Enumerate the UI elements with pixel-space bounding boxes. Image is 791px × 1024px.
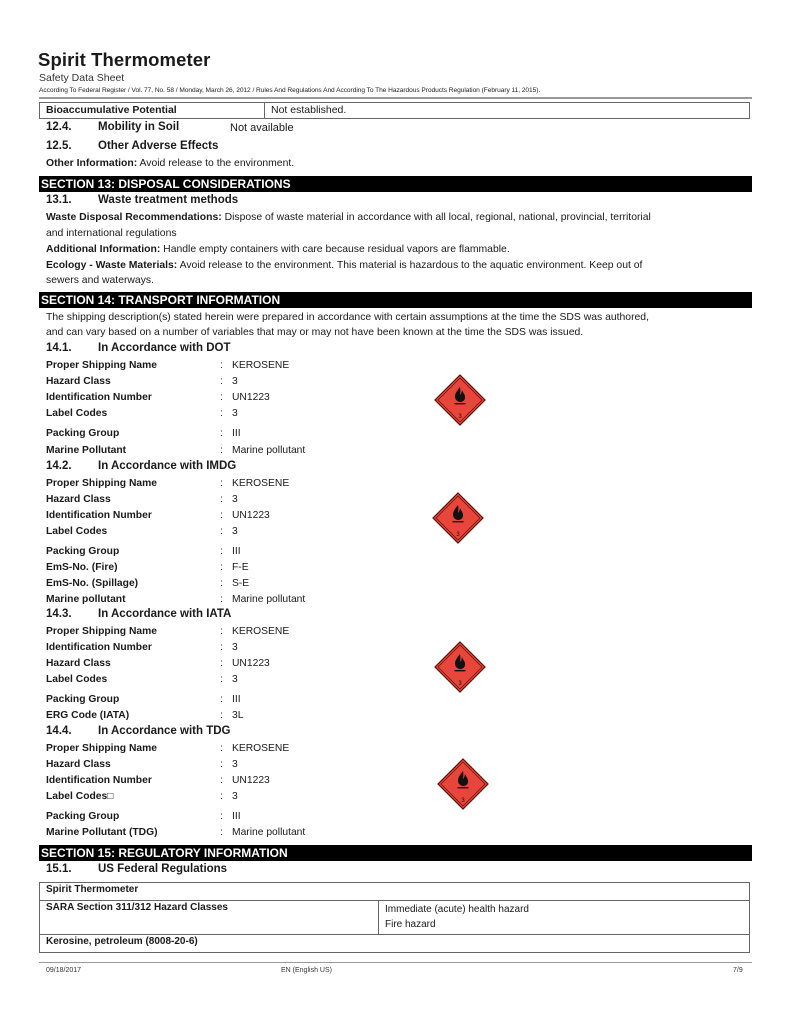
kv-separator: : xyxy=(220,827,223,838)
kv-separator: : xyxy=(220,710,223,721)
kv-row xyxy=(46,578,396,594)
kv-value: UN1223 xyxy=(232,658,270,669)
kv-row xyxy=(46,694,396,710)
kv-row xyxy=(46,478,396,494)
kv-row xyxy=(46,827,396,843)
kv-row xyxy=(46,526,396,546)
subsection-title: In Accordance with TDG xyxy=(98,725,231,737)
kv-separator: : xyxy=(220,626,223,637)
kv-separator: : xyxy=(220,546,223,557)
kv-separator: : xyxy=(220,694,223,705)
subsection-number: 15.1. xyxy=(46,863,72,875)
kv-separator: : xyxy=(220,791,223,802)
subsection-number: 12.4. xyxy=(46,121,72,133)
kv-value: III xyxy=(232,546,241,557)
mobility-value: Not available xyxy=(230,122,294,134)
kv-row xyxy=(46,392,396,408)
kv-separator: : xyxy=(220,759,223,770)
other-information-value: Avoid release to the environment. xyxy=(137,158,295,169)
kv-key: Label Codes xyxy=(46,408,108,419)
kv-key: EmS-No. (Spillage) xyxy=(46,578,139,589)
bioaccumulative-value: Not established. xyxy=(264,103,749,118)
flammable-diamond-icon xyxy=(434,641,486,693)
kv-key: Packing Group xyxy=(46,428,120,439)
section-15-header: SECTION 15: REGULATORY INFORMATION xyxy=(39,845,752,861)
kv-separator: : xyxy=(220,360,223,371)
kv-value: UN1223 xyxy=(232,510,270,521)
kv-value: UN1223 xyxy=(232,775,270,786)
kv-row xyxy=(46,775,396,791)
kv-key: Hazard Class xyxy=(46,658,111,669)
kv-key: Hazard Class xyxy=(46,759,111,770)
kv-separator: : xyxy=(220,428,223,439)
kv-key: Hazard Class xyxy=(46,494,111,505)
header-divider xyxy=(39,97,752,99)
kv-separator: : xyxy=(220,743,223,754)
svg-text:3: 3 xyxy=(458,414,462,420)
subsection-title: Mobility in Soil xyxy=(98,121,180,133)
kv-key: Packing Group xyxy=(46,694,120,705)
kv-key: Marine Pollutant xyxy=(46,445,127,456)
footer-language: EN (English US) xyxy=(281,967,332,974)
kv-row xyxy=(46,408,396,428)
kv-key: Label Codes xyxy=(46,526,108,537)
kv-separator: : xyxy=(220,658,223,669)
kv-row xyxy=(46,791,396,811)
kv-separator: : xyxy=(220,478,223,489)
product-name-cell: Spirit Thermometer xyxy=(46,884,139,895)
subsection-title: In Accordance with DOT xyxy=(98,342,231,354)
kv-value: KEROSENE xyxy=(232,478,290,489)
table-row xyxy=(40,883,749,900)
waste-disposal-value-cont: and international regulations xyxy=(46,228,177,239)
kv-separator: : xyxy=(220,408,223,419)
kv-value: S-E xyxy=(232,578,250,589)
kv-separator: : xyxy=(220,594,223,605)
kv-separator: : xyxy=(220,526,223,537)
iata-transport-table xyxy=(46,626,396,726)
kv-key: Proper Shipping Name xyxy=(46,360,157,371)
sara-values-cell xyxy=(378,901,749,934)
kv-separator: : xyxy=(220,578,223,589)
kv-separator: : xyxy=(220,376,223,387)
kv-row xyxy=(46,510,396,526)
document-title: Spirit Thermometer xyxy=(38,49,211,70)
bioaccumulative-label: Bioaccumulative Potential xyxy=(46,104,177,116)
footer-page-number: 7/9 xyxy=(733,967,743,974)
section-13-header: SECTION 13: DISPOSAL CONSIDERATIONS xyxy=(39,176,752,192)
bioaccumulative-table xyxy=(39,102,750,119)
kv-value: Marine pollutant xyxy=(232,594,306,605)
kv-value: 3 xyxy=(232,526,238,537)
kv-value: 3 xyxy=(232,408,238,419)
kv-row xyxy=(46,658,396,674)
kv-separator: : xyxy=(220,494,223,505)
sara-value: Immediate (acute) health hazard xyxy=(385,904,529,915)
sara-value: Fire hazard xyxy=(385,919,436,930)
subsection-title: US Federal Regulations xyxy=(98,863,228,875)
kv-key: Proper Shipping Name xyxy=(46,743,157,754)
kv-key: Hazard Class xyxy=(46,376,111,387)
table-row xyxy=(40,935,749,952)
subsection-number: 14.2. xyxy=(46,460,72,472)
kv-separator: : xyxy=(220,811,223,822)
kv-row xyxy=(46,743,396,759)
other-information xyxy=(46,156,294,172)
kv-value: KEROSENE xyxy=(232,626,290,637)
sara-label-cell: SARA Section 311/312 Hazard Classes xyxy=(46,902,228,913)
kv-value: III xyxy=(232,428,241,439)
subsection-14-2 xyxy=(46,460,236,472)
kv-separator: : xyxy=(220,775,223,786)
ecology-label: Ecology - Waste Materials: xyxy=(46,260,178,271)
waste-disposal-label: Waste Disposal Recommendations: xyxy=(46,212,222,223)
subsection-14-4 xyxy=(46,725,230,737)
kv-key: Identification Number xyxy=(46,642,152,653)
kv-value: 3 xyxy=(232,791,238,802)
kv-value: Marine pollutant xyxy=(232,445,306,456)
kv-separator: : xyxy=(220,392,223,403)
kv-key: EmS-No. (Fire) xyxy=(46,562,118,573)
kv-separator: : xyxy=(220,674,223,685)
kv-value: 3 xyxy=(232,642,238,653)
kv-row xyxy=(46,562,396,578)
svg-text:3: 3 xyxy=(458,681,462,687)
subsection-number: 12.5. xyxy=(46,140,72,152)
subsection-15-1 xyxy=(46,863,227,875)
flammable-diamond-icon xyxy=(434,374,486,426)
subsection-title: Other Adverse Effects xyxy=(98,140,219,152)
kv-key: Marine Pollutant (TDG) xyxy=(46,827,158,838)
kv-value: 3 xyxy=(232,376,238,387)
kv-value: 3 xyxy=(232,674,238,685)
kv-value: III xyxy=(232,694,241,705)
kv-value: III xyxy=(232,811,241,822)
kv-key: Identification Number xyxy=(46,510,152,521)
kv-row xyxy=(46,642,396,658)
kv-row xyxy=(46,546,396,562)
ecology-value-cont: sewers and waterways. xyxy=(46,275,154,286)
kv-key: Label Codes□ xyxy=(46,791,114,802)
kv-key: Proper Shipping Name xyxy=(46,478,157,489)
additional-information-label: Additional Information: xyxy=(46,244,161,255)
kv-key: Packing Group xyxy=(46,811,120,822)
kv-row xyxy=(46,445,396,461)
kv-key: ERG Code (IATA) xyxy=(46,710,130,721)
table-row xyxy=(40,900,749,934)
subsection-14-1 xyxy=(46,342,230,354)
imdg-transport-table xyxy=(46,478,396,610)
subsection-title: In Accordance with IATA xyxy=(98,608,232,620)
dot-transport-table xyxy=(46,360,396,461)
kv-value: UN1223 xyxy=(232,392,270,403)
subsection-12-4 xyxy=(46,121,179,133)
us-federal-regulations-table xyxy=(39,882,750,935)
subsection-12-5 xyxy=(46,140,218,152)
transport-intro-line-1: The shipping description(s) stated herein were prepared in accordance with certain assumptions at the time the SDS was authored, xyxy=(46,312,649,323)
kv-row xyxy=(46,494,396,510)
component-table xyxy=(39,934,750,953)
kv-key: Proper Shipping Name xyxy=(46,626,157,637)
kv-separator: : xyxy=(220,562,223,573)
subsection-number: 14.1. xyxy=(46,342,72,354)
additional-information xyxy=(46,242,510,258)
kv-row xyxy=(46,674,396,694)
footer-date: 09/18/2017 xyxy=(46,967,82,974)
waste-disposal-recommendations xyxy=(46,210,651,226)
kv-value: Marine pollutant xyxy=(232,827,306,838)
kv-value: F-E xyxy=(232,562,249,573)
kv-value: KEROSENE xyxy=(232,360,290,371)
kv-value: 3L xyxy=(232,710,244,721)
footer-divider xyxy=(39,962,752,963)
subsection-title: In Accordance with IMDG xyxy=(98,460,237,472)
kv-separator: : xyxy=(220,510,223,521)
other-information-label: Other Information: xyxy=(46,158,138,169)
transport-intro-line-2: and can vary based on a number of variables that may or may not have been known at the time the SDS was issued. xyxy=(46,327,584,338)
ecology-value: Avoid release to the environment. This material is hazardous to the aquatic environment. Keep out of xyxy=(177,260,643,271)
tdg-transport-table xyxy=(46,743,396,843)
subsection-title: Waste treatment methods xyxy=(98,194,239,206)
kv-row xyxy=(46,376,396,392)
regulation-reference: According To Federal Register / Vol. 77, No. 58 / Monday, March 26, 2012 / Rules And Regulations And According To The Hazardous Products Regulation (February 11, 2015). xyxy=(39,87,541,94)
subsection-14-3 xyxy=(46,608,231,620)
kv-separator: : xyxy=(220,642,223,653)
document-subtitle: Safety Data Sheet xyxy=(39,72,125,84)
kv-row xyxy=(46,710,396,726)
flammable-diamond-icon xyxy=(437,758,489,810)
subsection-13-1 xyxy=(46,194,238,206)
flammable-diamond-icon xyxy=(432,492,484,544)
kv-row xyxy=(46,759,396,775)
kv-key: Label Codes xyxy=(46,674,108,685)
section-14-header: SECTION 14: TRANSPORT INFORMATION xyxy=(39,292,752,308)
kv-separator: : xyxy=(220,445,223,456)
kv-key: Identification Number xyxy=(46,775,152,786)
kv-row xyxy=(46,811,396,827)
subsection-number: 14.4. xyxy=(46,725,72,737)
subsection-number: 14.3. xyxy=(46,608,72,620)
waste-disposal-value: Dispose of waste material in accordance with all local, regional, national, provincial, territorial xyxy=(221,212,651,223)
additional-information-value: Handle empty containers with care because residual vapors are flammable. xyxy=(160,244,510,255)
kv-row xyxy=(46,428,396,445)
kv-row xyxy=(46,360,396,376)
component-name-cell: Kerosine, petroleum (8008-20-6) xyxy=(46,936,198,947)
kv-value: 3 xyxy=(232,494,238,505)
svg-text:3: 3 xyxy=(461,798,465,804)
kv-value: KEROSENE xyxy=(232,743,290,754)
kv-key: Marine pollutant xyxy=(46,594,126,605)
ecology-waste-materials xyxy=(46,258,642,274)
kv-value: 3 xyxy=(232,759,238,770)
subsection-number: 13.1. xyxy=(46,194,72,206)
kv-key: Identification Number xyxy=(46,392,152,403)
svg-text:3: 3 xyxy=(456,532,460,538)
kv-row xyxy=(46,626,396,642)
kv-key: Packing Group xyxy=(46,546,120,557)
